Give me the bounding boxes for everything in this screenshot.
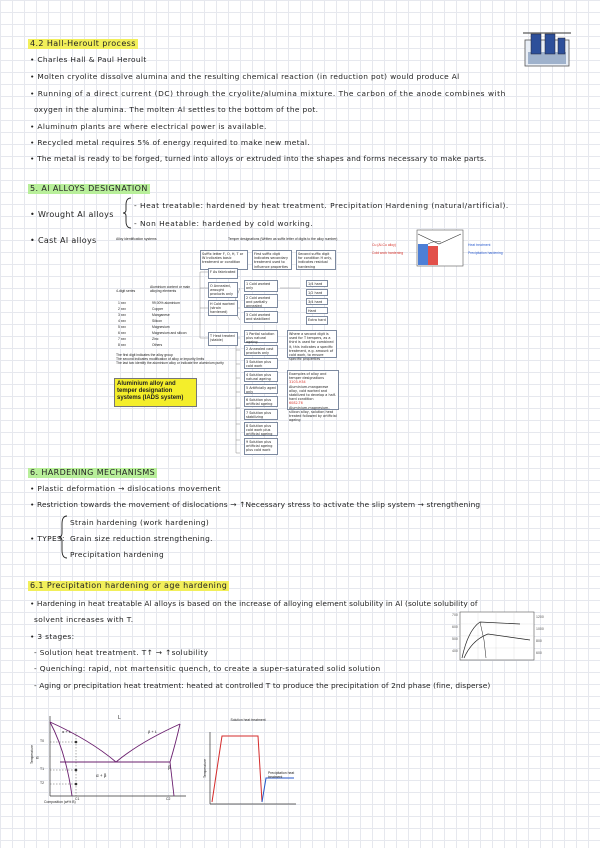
suffix-letter-box: Suffix letter F, O, H, T or W indicates basic treatment or condition: [200, 250, 248, 270]
phase-xlabel: Composition (wt% B): [44, 800, 76, 804]
h-hard-3: 3/4 hard: [306, 298, 328, 305]
main-elements-header: Aluminium content or main alloying elements: [150, 285, 191, 293]
t-item-8: 8 Solution plus cold work plus artificial ageing: [244, 422, 278, 436]
temper-O: O Annealed, wrought products only: [208, 282, 238, 298]
note-2: The second indicates modification of alloy or impurity limits: [116, 357, 205, 361]
h-item-3: 3 Cold worked and stabilized: [244, 311, 278, 323]
phase-label-T1: T1: [40, 767, 44, 771]
text-line: • Running of a direct current (DC) through the cryolite/alumina mixture. The carbon of the anode combines with: [30, 89, 506, 98]
h-hard-1: 1/4 hard: [306, 280, 328, 287]
cast-alloys-label: • Cast Al alloys: [30, 236, 97, 245]
series-5: 5 xxx: [118, 325, 126, 329]
h-hard-4: Hard: [306, 307, 328, 314]
svg-text:800: 800: [536, 639, 542, 643]
element-6: Magnesium and silicon: [152, 331, 187, 335]
brace-icon: [58, 515, 68, 559]
series-4: 4 xxx: [118, 319, 126, 323]
example-3103-desc: Aluminium-manganese alloy, cold worked and stabilized to develop a half-hard condition: [289, 384, 336, 402]
text-line: • Recycled metal requires 5% of energy required to make new metal.: [30, 138, 310, 147]
first-digit-box: First suffix digit indicates secondary treatment used to influence properties: [252, 250, 292, 270]
temper-F: F As fabricated: [208, 268, 238, 279]
t-item-7: 7 Solution plus stabilizing: [244, 409, 278, 420]
example-6082: 6082-T6: [289, 401, 303, 406]
mini-left-label-2: Cold work hardening: [372, 251, 404, 255]
element-1: 99.00% aluminium: [152, 301, 180, 305]
t-item-3: 3 Solution plus cold work: [244, 358, 278, 369]
stage-2: - Quenching: rapid, not martensitic quench, to create a super-saturated solid solution: [34, 664, 381, 673]
t-note-second-digit: Where a second digit is used for T tempers, as a third is used for combined it, this indicates a specific treatment, e.g. amount of cold work, to ensure specific properties: [287, 330, 337, 358]
temper-T: T Heat treated (stable): [208, 332, 238, 346]
text-line: • Plastic deformation → dislocations movement: [30, 484, 221, 493]
phase-label-a: α: [36, 755, 39, 760]
series-8: 8 xxx: [118, 343, 126, 347]
stages-label: • 3 stages:: [30, 632, 75, 641]
series-3: 3 xxx: [118, 313, 126, 317]
text-line: • Molten cryolite dissolve alumina and the resulting chemical reaction (in reduction pot) would produce Al: [30, 72, 460, 81]
digit-series-header: 4-digit series: [116, 289, 136, 293]
stage-3: - Aging or precipitation heat treatment: heated at controlled T to produce the precipitation of 2nd phase (fine, disperse): [34, 681, 491, 690]
phase-label-T2: T2: [40, 781, 44, 785]
svg-text:1000: 1000: [536, 627, 544, 631]
series-1: 1 xxx: [118, 301, 126, 305]
cycle-label-precipitation: Precipitation heat treatment: [268, 771, 295, 779]
brace-icon: [123, 197, 133, 229]
svg-text:600: 600: [452, 625, 458, 629]
svg-text:1200: 1200: [536, 615, 544, 619]
diagram-temper-title: Temper designations (Written as suffix letter of digits to the alloy number): [228, 237, 338, 241]
note-1: The first digit indicates the alloy group: [116, 353, 173, 357]
cycle-label-solution: Solution heat treatment: [230, 718, 266, 722]
t-item-9: 9 Solution plus artificial ageing plus cold work: [244, 438, 278, 455]
heat-treatment-cycle-figure: [200, 728, 300, 806]
t-note-examples: [287, 370, 339, 423]
phase-label-C1: C1: [75, 797, 80, 801]
mini-left-label-1: Cu (Al-Cu alloy): [372, 243, 396, 247]
type-precipitation: Precipitation hardening: [70, 550, 165, 559]
t-item-6: 6 Solution plus artificial ageing: [244, 396, 278, 407]
type-strain: Strain hardening (work hardening): [70, 518, 210, 527]
types-label: • TYPES:: [30, 534, 65, 543]
phase-label-b: β: [168, 765, 171, 770]
phase-diagram-figure: [30, 712, 190, 808]
h-hard-2: 1/2 hard: [306, 289, 328, 296]
phase-label-aL: α + L: [62, 729, 72, 734]
phase-label-C2: C2: [166, 797, 171, 801]
h-item-2: 2 Cold worked and partially annealed: [244, 294, 278, 308]
text-line: • Aluminum plants are where electrical power is available.: [30, 122, 267, 131]
text-line: oxygen in the alumina. The molten Al settles to the bottom of the pot.: [34, 105, 319, 114]
text-line: • The metal is ready to be forged, turned into alloys or extruded into the shapes and forms necessary to make parts.: [30, 154, 487, 163]
section-title-hall-heroult: 4.2 Hall-Heroult process: [30, 39, 136, 48]
text-line: • Charles Hall & Paul Heroult: [30, 55, 147, 64]
series-2: 2 xxx: [118, 307, 126, 311]
heat-treatable-line: - Heat treatable: hardened by heat treatment. Precipitation Hardening (natural/artificial).: [134, 201, 509, 210]
h-item-1: 1 Cold worked only: [244, 280, 278, 292]
text-line: solvent increases with T.: [34, 615, 134, 624]
svg-text:700: 700: [452, 613, 458, 617]
t-item-5: 5 Artificially aged only: [244, 384, 278, 394]
element-3: Manganese: [152, 313, 170, 317]
phase-label-bL: β + L: [148, 729, 158, 734]
non-heatable-line: - Non Heatable: hardened by cold working.: [134, 219, 314, 228]
examples-title: Examples of alloy and temper designations: [289, 372, 327, 381]
iads-system-box: Aluminium alloy and temper designation systems (IADS system): [114, 378, 197, 407]
cycle-ylabel: Temperature: [203, 758, 207, 778]
svg-text:400: 400: [452, 649, 458, 653]
h-hard-5: Extra hard: [306, 316, 328, 325]
diagram-sys-title: Alloy identification systems: [116, 237, 157, 241]
mini-phase-diagram: [415, 228, 465, 268]
section-title-alloys-designation: 5. Al ALLOYS DESIGNATION: [30, 184, 148, 193]
element-4: Silicon: [152, 319, 162, 323]
element-2: Copper: [152, 307, 164, 311]
type-grain: Grain size reduction strengthening.: [70, 534, 213, 543]
t-item-1: 1 Partial solution plus natural ageing: [244, 330, 278, 343]
phase-ylabel: Temperature: [30, 744, 34, 764]
section-title-precipitation: 6.1 Precipitation hardening or age hardening: [30, 581, 228, 590]
phase-label-T0: T0: [40, 739, 44, 743]
element-5: Magnesium: [152, 325, 170, 329]
note-3: The last two identify the aluminium alloy or indicate the aluminium purity: [116, 361, 224, 365]
solubility-figure: [450, 610, 546, 668]
element-8: Others: [152, 343, 163, 347]
temper-H: H Cold worked (strain hardened): [208, 300, 238, 316]
svg-text:600: 600: [536, 651, 542, 655]
mini-right-label-2: Precipitation hardening: [468, 251, 503, 255]
phase-label-L: L: [118, 715, 121, 721]
reduction-pot-figure: [523, 30, 571, 68]
text-line: • Restriction towards the movement of dislocations → ↑Necessary stress to activate the slip system → strengthening: [30, 500, 481, 509]
series-6: 6 xxx: [118, 331, 126, 335]
text-line: • Hardening in heat treatable Al alloys is based on the increase of alloying element solubility in Al (solute solubility of: [30, 599, 478, 608]
example-3103: 3103-H34: [289, 380, 306, 385]
example-6082-desc: Aluminium-magnesium-silicon alloy, solution heat treated followed by artificial ageing: [289, 405, 337, 423]
mini-right-label-1: Heat treatment: [468, 243, 491, 247]
wrought-alloys-label: • Wrought Al alloys: [30, 210, 114, 219]
svg-text:500: 500: [452, 637, 458, 641]
phase-label-ab: α + β: [96, 773, 107, 778]
t-item-4: 4 Solution plus natural ageing: [244, 371, 278, 382]
element-7: Zinc: [152, 337, 159, 341]
stage-1: - Solution heat treatment. T↑ → ↑solubility: [34, 648, 209, 657]
section-title-hardening: 6. HARDENING MECHANISMS: [30, 468, 156, 477]
second-digit-box: Second suffix digit for condition H only, indicates residual hardening: [296, 250, 336, 270]
series-7: 7 xxx: [118, 337, 126, 341]
t-item-2: 2 Annealed cast products only: [244, 345, 278, 356]
